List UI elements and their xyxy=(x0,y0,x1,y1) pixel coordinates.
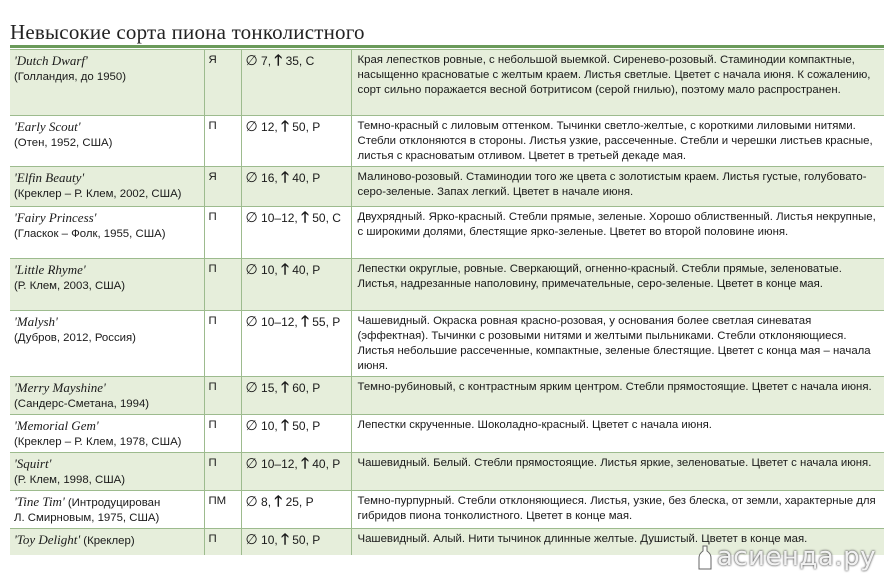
flower-type: П xyxy=(204,311,241,377)
flower-diameter: 15 xyxy=(261,381,275,395)
cultivar-description: Чашевидный. Белый. Стебли прямостоящие. Листья яркие, зеленоватые. Цветет с начала июня. xyxy=(351,453,884,491)
table-row xyxy=(10,259,884,311)
flower-diameter: 10–12 xyxy=(261,315,295,329)
table-row xyxy=(10,167,884,207)
flower-diameter: 16 xyxy=(261,171,275,185)
cultivar-name: 'Tine Tim' xyxy=(14,494,65,509)
cultivar-name: 'Memorial Gem' xyxy=(14,418,99,433)
parameters-cell: ∅ 10–12, 🡑 50, С xyxy=(241,207,351,259)
plant-height: 40 xyxy=(312,457,326,471)
cultivar-cell xyxy=(10,377,204,415)
table-row xyxy=(10,415,884,453)
plant-height: 40 xyxy=(292,263,306,277)
cultivar-description: Лепестки округлые, ровные. Сверкающий, огненно-красный. Стебли прямые, зеленоватые. Листья, надрезанные наполовину, примечательные, серо-зеленые. Цветет в конце мая. xyxy=(351,259,884,311)
cultivar-description: Двухрядный. Ярко-красный. Стебли прямые, зеленые. Хорошо облиственный. Листья некрупные, с широкими долями, блестящие ярко-зеленые. Цветет во второй половине июня. xyxy=(351,207,884,259)
flower-type: П xyxy=(204,453,241,491)
parameters-cell: ∅ 10–12, 🡑 40, Р xyxy=(241,453,351,491)
cultivar-description: Края лепестков ровные, с небольшой выемкой. Сиренево-розовый. Стаминодии компактные, насыщенно красноватые с желтым краем. Листья светлые. Цветет с начала июня. К сожалению, сорт сильно поражается весной ботритисом (серой гнилью), поэтому мало распространен. xyxy=(351,50,884,116)
cultivar-origin: (Креклер – Р. Клем, 1978, США) xyxy=(14,436,182,448)
title-rule xyxy=(10,45,884,48)
cultivar-origin: (Голландия, до 1950) xyxy=(14,71,126,83)
height-arrow-icon: 🡑 xyxy=(281,118,289,135)
plant-height: 50 xyxy=(292,533,306,547)
table-row xyxy=(10,311,884,377)
cultivar-cell xyxy=(10,116,204,167)
diameter-icon: ∅ xyxy=(245,261,258,277)
cultivar-cell xyxy=(10,207,204,259)
watermark-text: асиенда.ру xyxy=(716,542,876,572)
height-arrow-icon: 🡑 xyxy=(274,493,283,510)
cultivar-description: Темно-пурпурный. Стебли отклоняющиеся. Листья, узкие, без блеска, от земли, характерные для гибридов пиона тонколистного. Цветет в конце мая. xyxy=(351,491,884,529)
cultivar-description: Малиново-розовый. Стаминодии того же цвета с золотистым краем. Листья густые, голубовато-серо-зеленые. Запах легкий. Цветет в начале июня. xyxy=(351,167,884,207)
flower-diameter: 12 xyxy=(261,120,275,134)
flower-type: ПМ xyxy=(204,491,241,529)
cultivar-cell xyxy=(10,453,204,491)
diameter-icon: ∅ xyxy=(245,52,258,68)
cultivar-cell xyxy=(10,50,204,116)
height-arrow-icon: 🡑 xyxy=(301,209,309,226)
table-row xyxy=(10,491,884,529)
table-row xyxy=(10,377,884,415)
parameters-cell: ∅ 8, 🡑 25, Р xyxy=(241,491,351,529)
flower-diameter: 10–12 xyxy=(261,211,295,225)
diameter-icon: ∅ xyxy=(245,379,258,395)
table-row xyxy=(10,453,884,491)
flower-type: П xyxy=(204,116,241,167)
flowering-time: Р xyxy=(312,120,321,134)
diameter-icon: ∅ xyxy=(245,118,258,134)
cultivar-description: Темно-рубиновый, с контрастным ярким центром. Стебли прямостоящие. Цветет с начала июня. xyxy=(351,377,884,415)
cultivar-origin: (Отен, 1952, США) xyxy=(14,137,113,149)
flowering-time: Р xyxy=(312,263,321,277)
diameter-icon: ∅ xyxy=(245,493,258,509)
cultivar-cell xyxy=(10,259,204,311)
cultivar-origin: (Гласкок – Фолк, 1955, США) xyxy=(14,228,166,240)
diameter-icon: ∅ xyxy=(245,417,258,433)
cultivar-description: Темно-красный с лиловым оттенком. Тычинки светло-желтые, с короткими лиловыми нитями. Стебли отклоняются в стороны. Листья узкие, рассеченные. Стебли и черешки листьев красные, листья с красноватым отливом. Цветет в третьей декаде мая. xyxy=(351,116,884,167)
cultivar-name: 'Malysh' xyxy=(14,314,58,329)
table-row xyxy=(10,207,884,259)
flowering-time: Р xyxy=(305,495,314,509)
flower-type: П xyxy=(204,259,241,311)
diameter-icon: ∅ xyxy=(245,209,258,225)
cultivar-cell xyxy=(10,311,204,377)
flowering-time: Р xyxy=(332,315,341,329)
parameters-cell: ∅ 10–12, 🡑 55, Р xyxy=(241,311,351,377)
height-arrow-icon: 🡑 xyxy=(274,52,283,69)
cultivar-origin: (Сандерс-Сметана, 1994) xyxy=(14,398,150,410)
cultivar-name: 'Early Scout' xyxy=(14,119,81,134)
cultivar-cell xyxy=(10,529,204,555)
table-row xyxy=(10,116,884,167)
flower-type: Я xyxy=(204,167,241,207)
cultivar-origin: (Р. Клем, 2003, США) xyxy=(14,280,126,292)
parameters-cell: ∅ 15, 🡑 60, Р xyxy=(241,377,351,415)
flowering-time: Р xyxy=(312,419,321,433)
plant-height: 40 xyxy=(292,171,306,185)
cultivar-name: 'Elfin Beauty' xyxy=(14,170,85,185)
flower-type: П xyxy=(204,415,241,453)
height-arrow-icon: 🡑 xyxy=(281,417,289,434)
parameters-cell: ∅ 7, 🡑 35, С xyxy=(241,50,351,116)
cultivar-origin-inline: (Креклер) xyxy=(80,535,135,547)
flower-diameter: 10–12 xyxy=(261,457,295,471)
flower-type: П xyxy=(204,529,241,555)
cultivar-name: 'Toy Delight' xyxy=(14,532,81,547)
parameters-cell: ∅ 16, 🡑 40, Р xyxy=(241,167,351,207)
flower-diameter: 10 xyxy=(261,533,275,547)
plant-height: 25 xyxy=(285,495,299,509)
cultivar-cell xyxy=(10,415,204,453)
height-arrow-icon: 🡑 xyxy=(301,313,309,330)
cultivar-name: 'Squirt' xyxy=(14,456,52,471)
flowering-time: Р xyxy=(312,533,321,547)
cultivar-cell xyxy=(10,491,204,529)
plant-height: 50 xyxy=(292,120,306,134)
cultivar-origin: (Р. Клем, 1998, США) xyxy=(14,474,126,486)
flower-type: Я xyxy=(204,50,241,116)
diameter-icon: ∅ xyxy=(245,313,258,329)
parameters-cell: ∅ 10, 🡑 50, Р xyxy=(241,529,351,555)
watermark xyxy=(697,542,876,572)
height-arrow-icon: 🡑 xyxy=(281,379,289,396)
diameter-icon: ∅ xyxy=(245,531,258,547)
plant-height: 60 xyxy=(292,381,306,395)
plant-height: 35 xyxy=(285,54,299,68)
flower-diameter: 8 xyxy=(261,495,268,509)
flowering-time: Р xyxy=(332,457,341,471)
flowering-time: С xyxy=(305,54,315,68)
flowering-time: Р xyxy=(312,171,321,185)
cultivar-origin: Л. Смирновым, 1975, США) xyxy=(14,512,160,524)
flower-diameter: 7 xyxy=(261,54,268,68)
cultivar-name: 'Dutch Dwarf' xyxy=(14,53,88,68)
cultivar-name: 'Fairy Princess' xyxy=(14,210,97,225)
parameters-cell: ∅ 12, 🡑 50, Р xyxy=(241,116,351,167)
cultivar-table xyxy=(10,49,884,555)
flower-type: П xyxy=(204,207,241,259)
cultivar-name: 'Merry Mayshine' xyxy=(14,380,106,395)
flower-type: П xyxy=(204,377,241,415)
height-arrow-icon: 🡑 xyxy=(281,169,289,186)
cultivar-origin: (Креклер – Р. Клем, 2002, США) xyxy=(14,188,182,200)
flower-diameter: 10 xyxy=(261,419,275,433)
flower-diameter: 10 xyxy=(261,263,275,277)
cultivar-origin-inline: (Интродуцирован xyxy=(64,497,161,509)
cultivar-cell xyxy=(10,167,204,207)
table-row xyxy=(10,50,884,116)
cultivar-origin: (Дубров, 2012, Россия) xyxy=(14,332,136,344)
plant-height: 50 xyxy=(292,419,306,433)
parameters-cell: ∅ 10, 🡑 40, Р xyxy=(241,259,351,311)
parameters-cell: ∅ 10, 🡑 50, Р xyxy=(241,415,351,453)
plant-height: 55 xyxy=(312,315,326,329)
flowering-time: С xyxy=(332,211,341,225)
height-arrow-icon: 🡑 xyxy=(281,261,289,278)
height-arrow-icon: 🡑 xyxy=(301,455,309,472)
page-title: Невысокие сорта пиона тонколистного xyxy=(10,20,365,44)
cultivar-name: 'Little Rhyme' xyxy=(14,262,86,277)
cultivar-description: Чашевидный. Окраска ровная красно-розовая, у основания более светлая синеватая (эффектная). Тычинки с розовыми нитями и желтыми пыльниками. Стебли отклоняющиеся. Листья небольшие рассеченные, компактные, зеленые блестящие. Цветет с конца мая – начала июня. xyxy=(351,311,884,377)
diameter-icon: ∅ xyxy=(245,169,258,185)
flowering-time: Р xyxy=(312,381,321,395)
bottle-icon xyxy=(697,545,713,571)
cultivar-description: Лепестки скрученные. Шоколадно-красный. Цветет с начала июня. xyxy=(351,415,884,453)
height-arrow-icon: 🡑 xyxy=(281,531,289,548)
plant-height: 50 xyxy=(312,211,326,225)
diameter-icon: ∅ xyxy=(245,455,258,471)
cultivar-description: Чашевидный. Алый. Нити тычинок длинные желтые. Душистый. Цветет в конце мая. xyxy=(351,529,884,555)
